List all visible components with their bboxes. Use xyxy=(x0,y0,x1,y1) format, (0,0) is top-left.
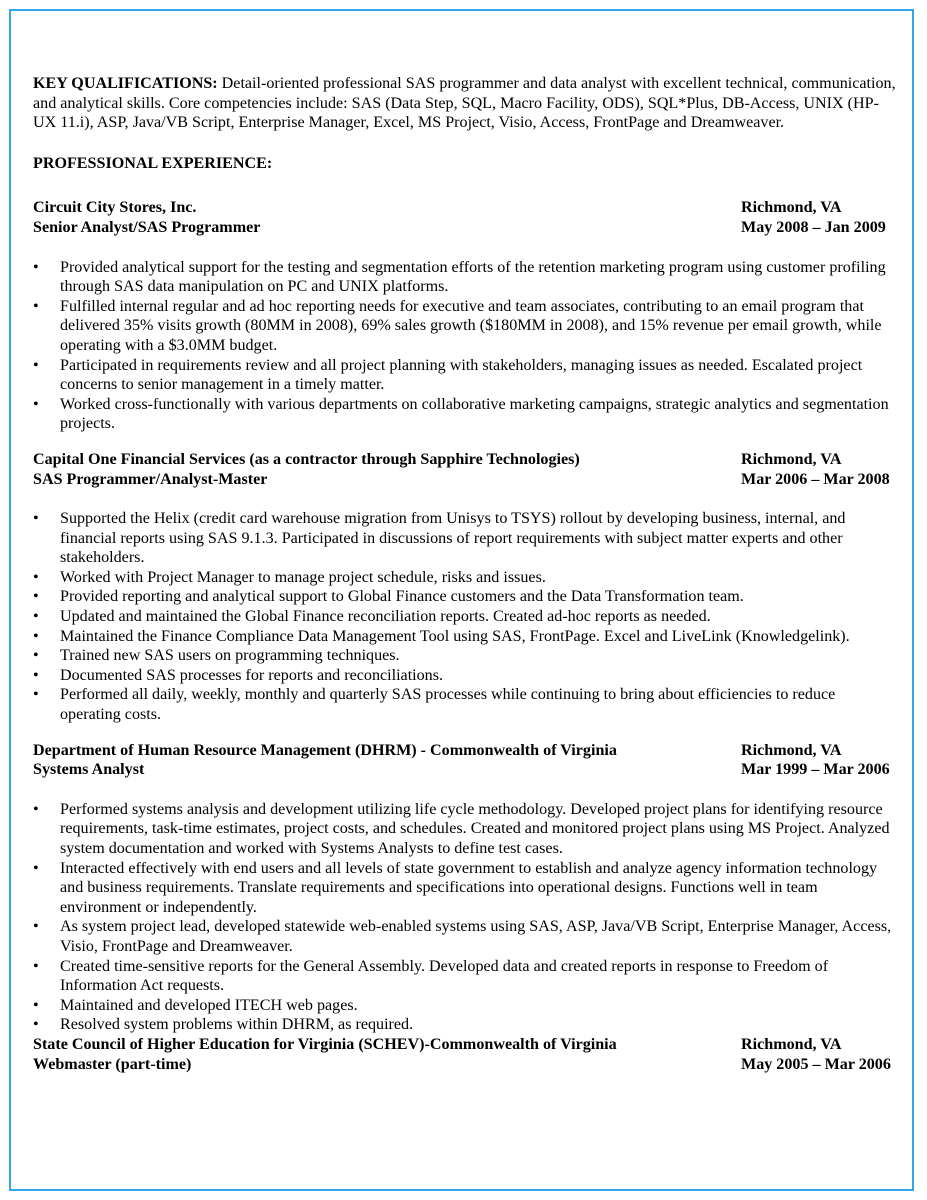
bullet-item: • Performed systems analysis and development utilizing life cycle methodology. Developed project plans for identifying resource requirements, task-time estimates, project costs, and schedules. Created and monitored project plans using MS Project. Analyzed system documentation and worked with Systems Analysts to define test cases. xyxy=(33,800,899,859)
job-subheader xyxy=(33,1055,899,1075)
bullet-item: • Resolved system problems within DHRM, as required. xyxy=(33,1015,899,1035)
job-location: Richmond, VA xyxy=(741,1035,842,1053)
job-dates: Mar 2006 – Mar 2008 xyxy=(741,470,890,488)
job-circuit-city xyxy=(33,198,899,434)
bullet-item: • Worked cross-functionally with various departments on collaborative marketing campaigns, strategic analytics and segmentation projects. xyxy=(33,395,899,434)
job-schev xyxy=(33,1035,899,1074)
bullet-item: • Participated in requirements review and all project planning with stakeholders, managing issues as needed. Escalated project concerns to senior management in a timely matter. xyxy=(33,356,899,395)
job-location: Richmond, VA xyxy=(741,741,842,759)
key-qualifications xyxy=(33,74,899,133)
qualifications-text: Detail-oriented professional SAS programmer and data analyst with excellent technical, communication, and analytical skills. Core competencies include: SAS (Data Step, SQL, Macro Facility, ODS), SQL*Plus, DB-Access, UNIX (HP-UX 11.i), ASP, Java/VB Script, Enterprise Manager, Excel, MS Project, Visio, Access, FrontPage and Dreamweaver. xyxy=(33,75,896,132)
job-subheader xyxy=(33,470,899,490)
bullet-item: • As system project lead, developed statewide web-enabled systems using SAS, ASP, Java/VB Script, Enterprise Manager, Access, Visio, FrontPage and Dreamweaver. xyxy=(33,917,899,956)
job-header xyxy=(33,198,899,218)
bullet-item: • Worked with Project Manager to manage project schedule, risks and issues. xyxy=(33,568,899,588)
experience-heading: PROFESSIONAL EXPERIENCE: xyxy=(33,154,273,172)
job-header xyxy=(33,450,899,470)
job-dhrm xyxy=(33,741,899,1035)
job-capital-one xyxy=(33,450,899,725)
qualifications-heading: KEY QUALIFICATIONS: xyxy=(33,75,218,92)
bullet-item: • Documented SAS processes for reports and reconciliations. xyxy=(33,666,899,686)
employer-name: Department of Human Resource Management (DHRM) - Commonwealth of Virginia xyxy=(33,741,617,759)
job-title: Systems Analyst xyxy=(33,761,145,779)
bullet-item: • Maintained and developed ITECH web pages. xyxy=(33,996,899,1016)
bullet-item: • Provided reporting and analytical support to Global Finance customers and the Data Transformation team. xyxy=(33,587,899,607)
employer-name: Capital One Financial Services (as a contractor through Sapphire Technologies) xyxy=(33,450,580,468)
job-bullets xyxy=(33,800,899,1035)
job-subheader xyxy=(33,760,899,780)
bullet-item: • Supported the Helix (credit card warehouse migration from Unisys to TSYS) rollout by developing business, internal, and financial reports using SAS 9.1.3. Participated in discussions of report requirements with subject matter experts and other stakeholders. xyxy=(33,509,899,568)
bullet-item: • Fulfilled internal regular and ad hoc reporting needs for executive and team associates, contributing to an email program that delivered 35% visits growth (80MM in 2008), 69% sales growth ($180MM in 2008), and 15% revenue per email growth, while operating with a $3.0MM budget. xyxy=(33,297,899,356)
job-header xyxy=(33,741,899,761)
job-title: SAS Programmer/Analyst-Master xyxy=(33,470,268,488)
employer-name: State Council of Higher Education for Virginia (SCHEV)-Commonwealth of Virginia xyxy=(33,1035,617,1053)
job-title: Webmaster (part-time) xyxy=(33,1055,192,1073)
job-location: Richmond, VA xyxy=(741,199,842,217)
job-title: Senior Analyst/SAS Programmer xyxy=(33,218,261,236)
job-location: Richmond, VA xyxy=(741,450,842,468)
bullet-item: • Updated and maintained the Global Finance reconciliation reports. Created ad-hoc reports as needed. xyxy=(33,607,899,627)
bullet-item: • Interacted effectively with end users and all levels of state government to establish and analyze agency information technology and business requirements. Translate requirements and specifications into operational designs. Functions well in team environment or independently. xyxy=(33,859,899,918)
bullet-item: • Performed all daily, weekly, monthly and quarterly SAS processes while continuing to bring about efficiencies to reduce operating costs. xyxy=(33,685,899,724)
job-bullets xyxy=(33,258,899,434)
bullet-item: • Trained new SAS users on programming techniques. xyxy=(33,646,899,666)
bullet-item: • Provided analytical support for the testing and segmentation efforts of the retention marketing program using customer profiling through SAS data manipulation on PC and UNIX platforms. xyxy=(33,258,899,297)
bullet-item: • Maintained the Finance Compliance Data Management Tool using SAS, FrontPage. Excel and LiveLink (Knowledgelink). xyxy=(33,627,899,647)
job-header xyxy=(33,1035,899,1055)
employer-name: Circuit City Stores, Inc. xyxy=(33,199,197,217)
bullet-item: • Created time-sensitive reports for the General Assembly. Developed data and created reports in response to Freedom of Information Act requests. xyxy=(33,957,899,996)
job-dates: Mar 1999 – Mar 2006 xyxy=(741,761,890,779)
resume-body xyxy=(33,74,899,1074)
job-dates: May 2008 – Jan 2009 xyxy=(741,218,886,236)
job-subheader xyxy=(33,218,899,238)
job-bullets xyxy=(33,509,899,725)
job-dates: May 2005 – Mar 2006 xyxy=(741,1055,891,1073)
